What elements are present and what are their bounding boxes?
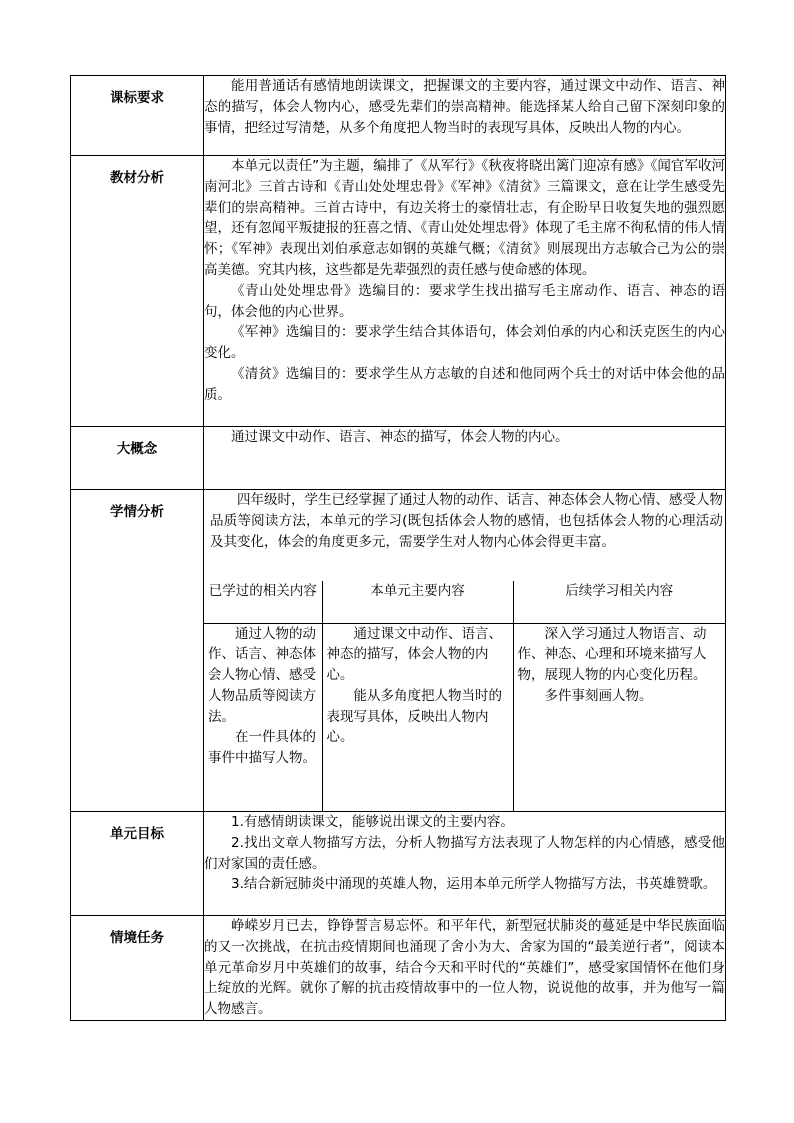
content-textbook xyxy=(204,156,726,427)
textbook-paragraph-2: 《青山处处埋忠骨》选编目的：要求学生找出描写毛主席动作、语言、神态的语句，体会他的内心世界。 xyxy=(204,282,725,320)
row-learner xyxy=(71,490,726,812)
content-standard xyxy=(204,76,726,156)
header-prior: 已学过的相关内容 xyxy=(204,581,322,623)
row-task xyxy=(71,916,726,1021)
cell-prior xyxy=(204,623,322,811)
textbook-paragraph-1: 本单元以责任”为主题，编排了《从军行》《秋夜将晓出篱门迎凉有感》《闻官军收河南河北》三首古诗和《青山处处埋忠骨》《军神》《清贫》三篇课文，意在让学生感受先辈们的崇高精神。三首古诗中，有边关将士的豪情壮志，有企盼早日收复失地的强烈愿望，还有忽闻平叛捷报的狂喜之情、《青山处处埋忠骨》体现了毛主席不徇私情的伟人情怀；《军神》表现出刘伯承意志如钢的英雄气概；《清贫》则展现出方志敏合己为公的崇高美德。究其内核，这些都是先辈强烈的责任感与使命感的体现。 xyxy=(204,158,725,278)
label-textbook: 教材分析 xyxy=(71,156,204,427)
content-task xyxy=(204,916,726,1021)
later-paragraph-2: 多件事刻画人物。 xyxy=(544,687,653,704)
learner-subtable-body xyxy=(204,623,725,811)
task-paragraph: 峥嵘岁月已去，铮铮誓言易忘怀。和平年代，新型冠状肺炎的蔓延是中华民族面临的又一次挑战，在抗击疫情期间也涌现了舍小为大、舍家为国的“最美逆行者”，阅读本单元革命岁月中英雄们的故事，结合今天和平时代的“英雄们”，感受家国情怀在他们身上绽放的光辉。就你了解的抗击疫情故事中的一位人物，说说他的故事，并为他写一篇人物感言。 xyxy=(204,918,725,1018)
concept-paragraph: 通过课文中动作、语言、神态的描写，体会人物的内心。 xyxy=(231,429,569,445)
row-textbook xyxy=(71,156,726,427)
learner-subtable-header xyxy=(204,581,725,623)
cell-later xyxy=(513,623,725,811)
label-learner: 学情分析 xyxy=(71,490,204,812)
row-goals xyxy=(71,812,726,916)
row-concept xyxy=(71,427,726,490)
learner-subtable xyxy=(204,581,725,811)
content-learner xyxy=(204,490,726,812)
header-current: 本单元主要内容 xyxy=(322,581,513,623)
learner-paragraph: 四年级时，学生已经掌握了通过人物的动作、话言、神态体会人物心情、感受人物品质等阅读方法，本单元的学习(既包括体会人物的感情，也包括体会人物的心理活动及其变化，体会的角度更多元，需要学生对人物内心体会得更丰富。 xyxy=(210,492,723,550)
later-paragraph-1: 深入学习通过人物语言、动作、神态、心理和环境来描写人物，展现人物的内心变化历程。 xyxy=(517,625,707,684)
current-paragraph-1: 通过课文中动作、语言、神态的描写，体会人物的内心。 xyxy=(326,625,502,684)
current-paragraph-2: 能从多角度把人物当时的表现写具体，反映出人物内心。 xyxy=(326,687,502,746)
row-standard xyxy=(71,76,726,156)
cell-current xyxy=(322,623,513,811)
label-task: 情境任务 xyxy=(71,916,204,1021)
goal-1: 1.有感情朗读课文，能够说出课文的主要内容。 xyxy=(231,814,514,830)
goal-2: 2.找出文章人物描写方法，分析人物描写方法表现了人物怎样的内心情感，感受他们对家国的责任感。 xyxy=(204,834,725,872)
label-concept: 大概念 xyxy=(71,427,204,490)
label-standard: 课标要求 xyxy=(71,76,204,156)
content-concept xyxy=(204,427,726,490)
prior-paragraph-2: 在一件具体的事件中描写人物。 xyxy=(208,729,316,767)
prior-paragraph-1: 通过人物的动作、话言、神态体会人物心情、感受人物品质等阅读方法。 xyxy=(208,625,316,725)
content-goals xyxy=(204,812,726,916)
lesson-plan-table xyxy=(70,75,726,1021)
header-later: 后续学习相关内容 xyxy=(513,581,725,623)
label-goals: 单元目标 xyxy=(71,812,204,916)
textbook-paragraph-3: 《军神》选编目的：要求学生结合其体语句，体会刘伯承的内心和沃克医生的内心变化。 xyxy=(204,324,725,362)
standard-paragraph: 能用普通话有感情地朗读课文，把握课文的主要内容，通过课文中动作、语言、神态的描写，体会人物内心，感受先辈们的崇高精神。能选择某人给自己留下深刻印象的事情，把经过写清楚，从多个角度把人物当时的表现写具体，反映出人物的内心。 xyxy=(204,78,725,136)
goal-3: 3.结合新冠肺炎中涌现的英雄人物，运用本单元所学人物描写方法，书英雄赞歌。 xyxy=(231,876,717,893)
textbook-paragraph-4: 《清贫》选编目的：要求学生从方志敏的自述和他同两个兵士的对话中体会他的品质。 xyxy=(204,365,725,403)
